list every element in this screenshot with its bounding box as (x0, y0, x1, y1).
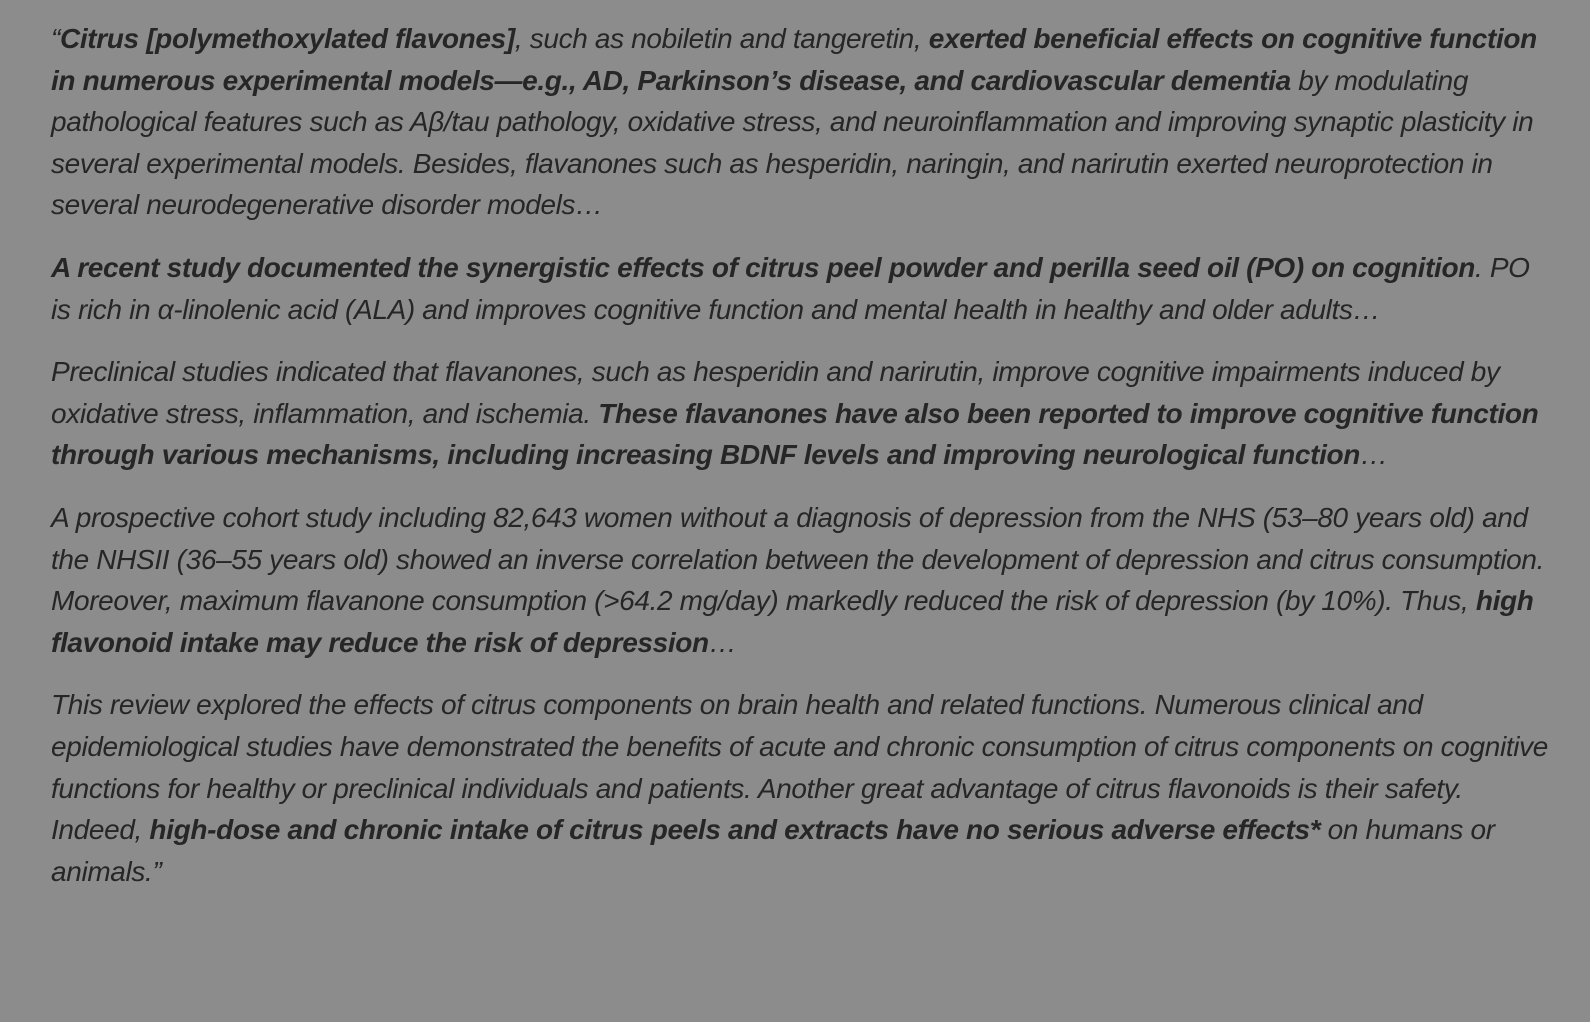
text-segment: This review explored the effects of citrus components on brain health and related functions. Numerous clinical and epidemiological studies have demonstrated the benefits of acute and chronic consumption of citrus components on cognitive functions for healthy or preclinical individuals and patients. Another great advantage of citrus flavonoids is their safety. Indeed, (51, 689, 1549, 846)
bold-text-segment: These flavanones have also been reported to improve cognitive function through various mechanisms, including increasing BDNF levels and improving neurological function (51, 397, 1539, 471)
bold-text-segment: high-dose and chronic intake of citrus peels and extracts have no serious adverse effects* (149, 814, 1321, 846)
text-segment: … (1360, 439, 1388, 471)
quote-paragraph-3 (51, 351, 1551, 476)
text-segment: . PO is rich in α-linolenic acid (ALA) and improves cognitive function and mental health in healthy and older adults… (51, 251, 1530, 325)
bold-text-segment: exerted beneficial effects on cognitive function in numerous experimental models—e.g., AD, Parkinson’s disease, and cardiovascular dementia (51, 23, 1537, 96)
quote-paragraph-5 (51, 684, 1551, 892)
bold-text-segment: high flavonoid intake may reduce the risk of depression (51, 585, 1534, 658)
text-segment: on humans or animals.” (51, 814, 1495, 887)
text-segment: Preclinical studies indicated that flavanones, such as hesperidin and narirutin, improve cognitive impairments induced by oxidative stress, inflammation, and ischemia. (51, 356, 1500, 429)
quote-paragraph-1 (51, 18, 1551, 226)
text-segment: … (708, 626, 737, 658)
text-segment: by modulating pathological features such as Aβ/tau pathology, oxidative stress, and neuroinflammation and improving synaptic plasticity in several experimental models. Besides, flavanones such as hesperidin, naringin, and narirutin exerted neuroprotection in several neurodegenerative disorder models… (51, 64, 1534, 221)
text-segment: A prospective cohort study including 82,643 women without a diagnosis of depression from the NHS (53–80 years old) and the NHSII (36–55 years old) showed an inverse correlation between the development of depression and citrus consumption. Moreover, maximum flavanone consumption (>64.2 mg/day) markedly reduced the risk of depression (by 10%). Thus, (51, 501, 1545, 617)
quote-block (51, 18, 1551, 913)
bold-text-segment: A recent study documented the synergistic effects of citrus peel powder and perilla seed oil (PO) on cognition (51, 251, 1475, 283)
quote-paragraph-4 (51, 497, 1551, 663)
quote-paragraph-2 (51, 247, 1551, 330)
text-segment: “ (51, 23, 60, 54)
text-segment: , such as nobiletin and tangeretin, (514, 23, 929, 54)
bold-text-segment: Citrus [polymethoxylated flavones] (59, 23, 515, 54)
